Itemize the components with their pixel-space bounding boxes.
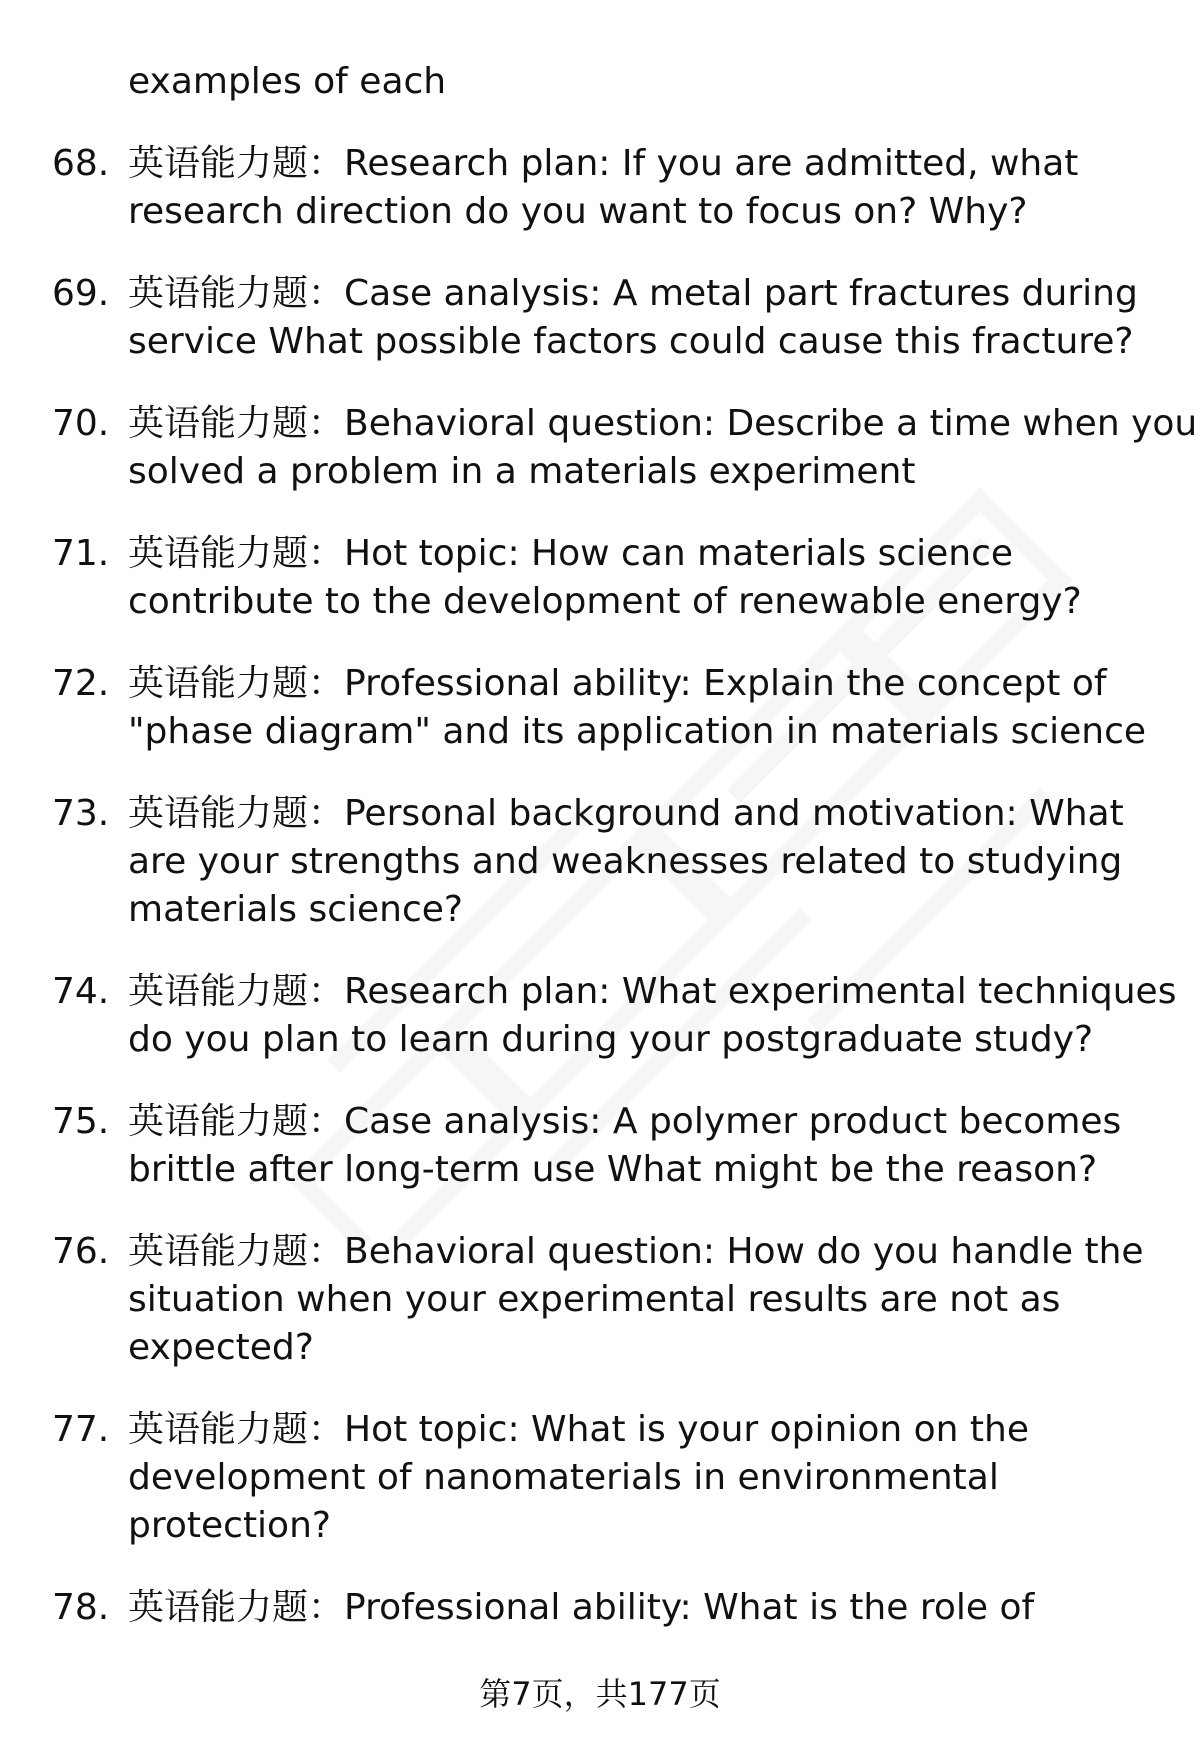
question-item <box>52 790 1162 934</box>
question-number: 73. <box>52 793 110 834</box>
question-item <box>52 1098 1162 1194</box>
question-item <box>52 968 1177 1064</box>
question-number: 69. <box>52 273 110 314</box>
question-line: do you plan to learn during your postgraduate study? <box>128 1019 1094 1060</box>
question-item <box>52 1228 1162 1372</box>
question-line: service What possible factors could cause this fracture? <box>128 321 1134 362</box>
question-text <box>128 270 1158 366</box>
question-list <box>52 140 1198 1666</box>
question-line: contribute to the development of renewable energy? <box>128 581 1082 622</box>
question-text <box>128 140 1158 236</box>
question-item <box>52 530 1162 626</box>
question-item <box>52 1406 1162 1550</box>
question-line: expected? <box>128 1327 314 1368</box>
question-number: 78. <box>52 1587 110 1628</box>
question-line: brittle after long-term use What might be the reason? <box>128 1149 1098 1190</box>
question-line: protection? <box>128 1505 332 1546</box>
question-text <box>128 1098 1158 1194</box>
question-number: 77. <box>52 1409 110 1450</box>
question-line: are your strengths and weaknesses related to studying <box>128 841 1123 882</box>
question-text <box>128 660 1158 756</box>
question-text <box>128 1228 1158 1372</box>
question-item <box>52 400 1198 496</box>
question-line: 英语能力题：Case analysis: A metal part fractures during <box>128 273 1138 314</box>
question-line: situation when your experimental results are not as <box>128 1279 1061 1320</box>
question-line: 英语能力题：Research plan: What experimental techniques <box>128 971 1177 1012</box>
question-item <box>52 270 1162 366</box>
question-item <box>52 660 1162 756</box>
question-number: 72. <box>52 663 110 704</box>
question-line: "phase diagram" and its application in materials science <box>128 711 1147 752</box>
question-line: materials science? <box>128 889 464 930</box>
question-item <box>52 140 1162 236</box>
question-number: 76. <box>52 1231 110 1272</box>
question-line: 英语能力题：Hot topic: What is your opinion on the <box>128 1409 1029 1450</box>
question-text <box>128 1406 1158 1550</box>
question-text <box>128 968 1177 1064</box>
question-line: 英语能力题：Behavioral question: Describe a time when you <box>128 403 1198 444</box>
question-line: 英语能力题：Case analysis: A polymer product becomes <box>128 1101 1122 1142</box>
question-text <box>128 400 1198 496</box>
question-line: 英语能力题：Research plan: If you are admitted, what <box>128 143 1079 184</box>
question-line: 英语能力题：Hot topic: How can materials science <box>128 533 1014 574</box>
question-line: 英语能力题：Personal background and motivation: What <box>128 793 1124 834</box>
continuation-text: examples of each <box>128 61 447 102</box>
question-number: 68. <box>52 143 110 184</box>
question-number: 71. <box>52 533 110 574</box>
question-line: development of nanomaterials in environmental <box>128 1457 999 1498</box>
question-text <box>128 1584 1158 1632</box>
question-line: 英语能力题：Professional ability: Explain the concept of <box>128 663 1107 704</box>
question-line: research direction do you want to focus on? Why? <box>128 191 1028 232</box>
question-number: 74. <box>52 971 110 1012</box>
question-line: solved a problem in a materials experiment <box>128 451 916 492</box>
question-line: 英语能力题：Behavioral question: How do you handle the <box>128 1231 1144 1272</box>
question-item <box>52 1584 1162 1632</box>
question-number: 70. <box>52 403 110 444</box>
question-text <box>128 530 1158 626</box>
question-text <box>128 790 1158 934</box>
question-number: 75. <box>52 1101 110 1142</box>
page-footer: 第7页，共177页 <box>479 1675 721 1713</box>
question-line: 英语能力题：Professional ability: What is the role of <box>128 1587 1035 1628</box>
